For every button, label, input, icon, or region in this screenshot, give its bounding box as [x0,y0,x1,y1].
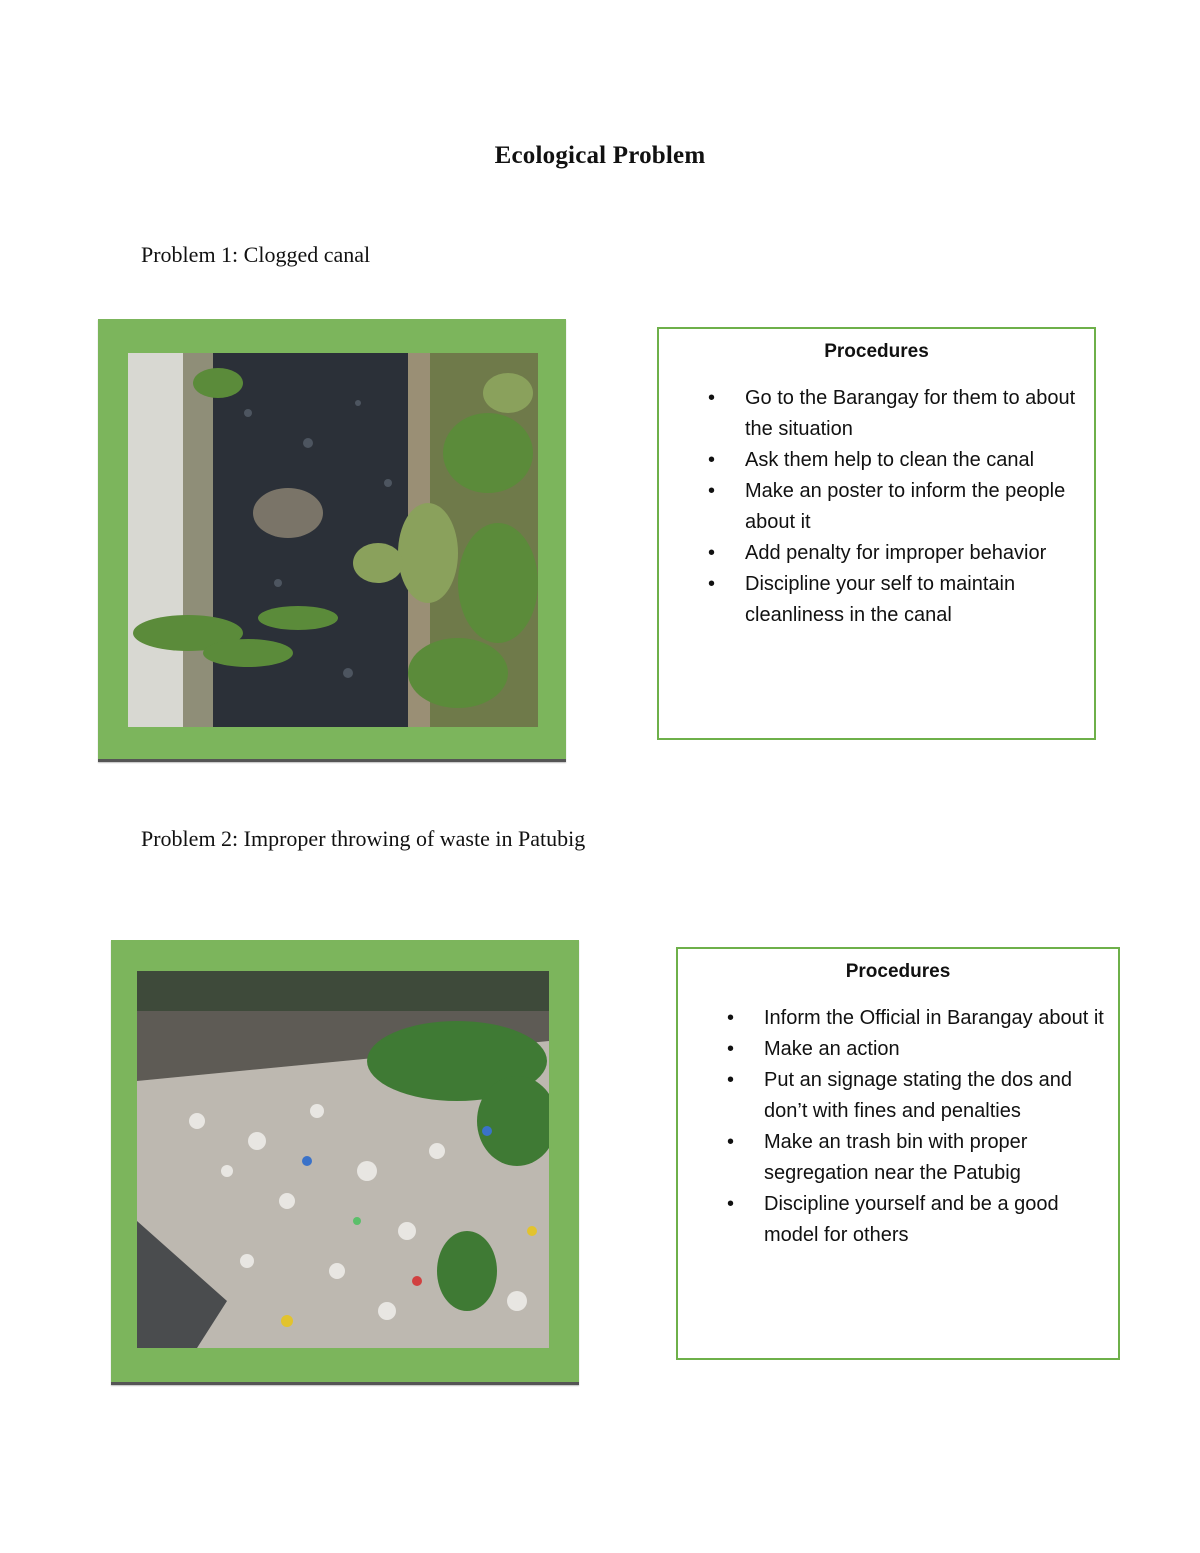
bullet-icon: • [727,1007,735,1029]
bullet-icon: • [708,387,716,409]
canal-photo [128,353,538,727]
list-item: • Go to the Barangay for them to about the situation [708,383,1088,445]
list-item: • Discipline yourself and be a good model for others [727,1189,1112,1251]
list-item: • Put an signage stating the dos and don’t with fines and penalties [727,1065,1112,1127]
bullet-icon: • [727,1193,735,1215]
bullet-icon: • [727,1069,735,1091]
problem-1-photo-frame [98,319,566,762]
list-item: • Make an action [727,1034,1112,1065]
problem-2-procedures-box [676,947,1120,1360]
problem-2-heading: Problem 2: Improper throwing of waste in Patubig [141,826,586,851]
problem-2-photo-frame [111,940,579,1385]
list-item: • Inform the Official in Barangay about it [727,1003,1112,1034]
problem-1-procedures-box [657,327,1096,740]
problem-1-heading: Problem 1: Clogged canal [141,242,371,267]
problem-2-procedure-list [727,1003,1112,1251]
bullet-icon: • [727,1131,735,1153]
procedures-title: Procedures [824,341,929,362]
list-item: • Add penalty for improper behavior [708,538,1088,569]
list-item: • Ask them help to clean the canal [708,445,1088,476]
bullet-icon: • [708,480,716,502]
waste-photo [137,971,549,1348]
bullet-icon: • [708,449,716,471]
list-item: • Make an trash bin with proper segregation near the Patubig [727,1127,1112,1189]
page-title: Ecological Problem [494,142,706,169]
bullet-icon: • [727,1038,735,1060]
procedures-title: Procedures [845,961,951,982]
list-item: • Make an poster to inform the people about it [708,476,1088,538]
problem-1-procedure-list [708,383,1088,631]
bullet-icon: • [708,542,716,564]
list-item: • Discipline your self to maintain cleanliness in the canal [708,569,1088,631]
bullet-icon: • [708,573,716,595]
